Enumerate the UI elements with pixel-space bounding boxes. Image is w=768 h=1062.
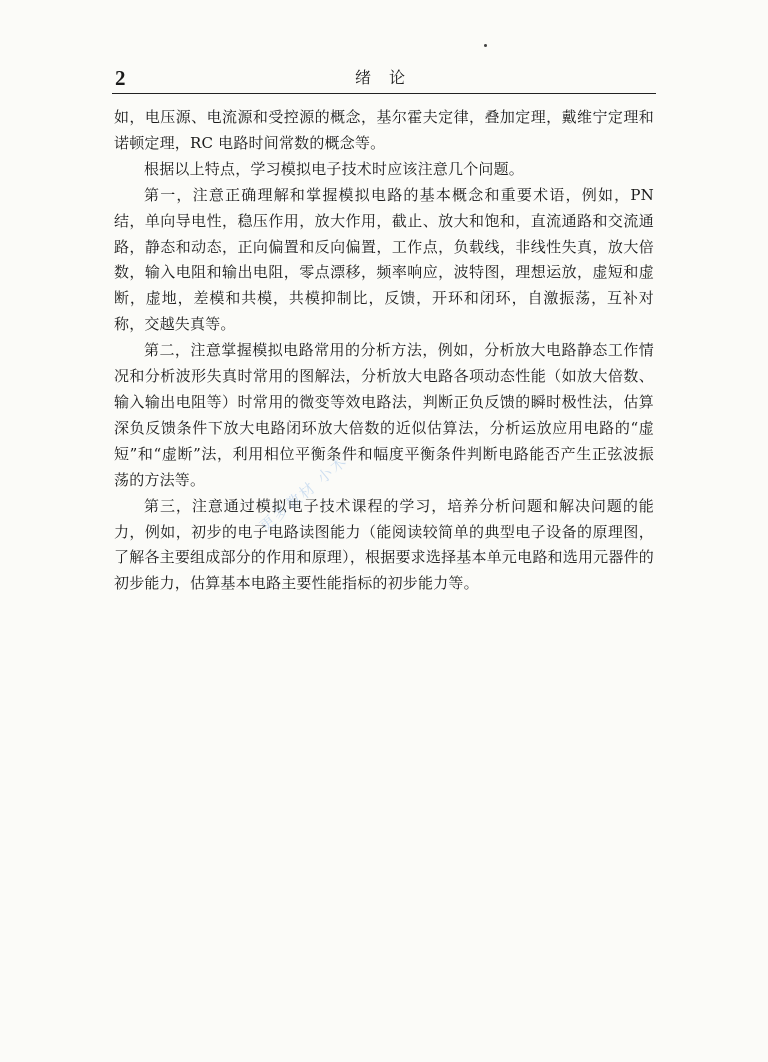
- paragraph-intro: 根据以上特点，学习模拟电子技术时应该注意几个问题。: [144, 159, 525, 178]
- stray-dot: [484, 44, 487, 47]
- paragraph-second-point: 第二，注意掌握模拟电路常用的分析方法，例如，分析放大电路静态工作情况和分析波形失真时常用的图解法，分析放大电路各项动态性能（如放大倍数、输入输出电阻等）时常用的微变等效电路法，判断正负反馈的瞬时极性法，估算深负反馈条件下放大电路闭环放大倍数的近似估算法，分析运放应用电路的“虚短”和“虚断”法，利用相位平衡条件和幅度平衡条件判断电路能否产生正弦波振荡的方法等。: [114, 341, 654, 489]
- header-rule: [112, 93, 656, 94]
- page-header: [112, 62, 656, 94]
- body-text: [114, 105, 654, 597]
- paragraph-continuation: 如，电压源、电流源和受控源的概念，基尔霍夫定律，叠加定理，戴维宁定理和诺顿定理，RC 电路时间常数的概念等。: [114, 108, 654, 152]
- paragraph-third-point: 第三，注意通过模拟电子技术课程的学习，培养分析问题和解决问题的能力，例如，初步的电子电路读图能力（能阅读较简单的典型电子设备的原理图，了解各主要组成部分的作用和原理），根据要求选择基本单元电路和选用元器件的初步能力，估算基本电路主要性能指标的初步能力等。: [114, 496, 654, 593]
- watermark: 更多教材 小木: [256, 451, 352, 536]
- page-number: 2: [115, 66, 126, 90]
- paragraph-first-point: 第一，注意正确理解和掌握模拟电路的基本概念和重要术语，例如，PN 结，单向导电性，稳压作用，放大作用，截止、放大和饱和，直流通路和交流通路，静态和动态，正向偏置和反向偏置，工作点，负载线，非线性失真，放大倍数，输入电阻和输出电阻，零点漂移，频率响应，波特图，理想运放，虚短和虚断，虚地，差模和共模，共模抑制比，反馈，开环和闭环，自激振荡，互补对称，交越失真等。: [114, 185, 654, 334]
- chapter-title: 绪论: [354, 68, 423, 87]
